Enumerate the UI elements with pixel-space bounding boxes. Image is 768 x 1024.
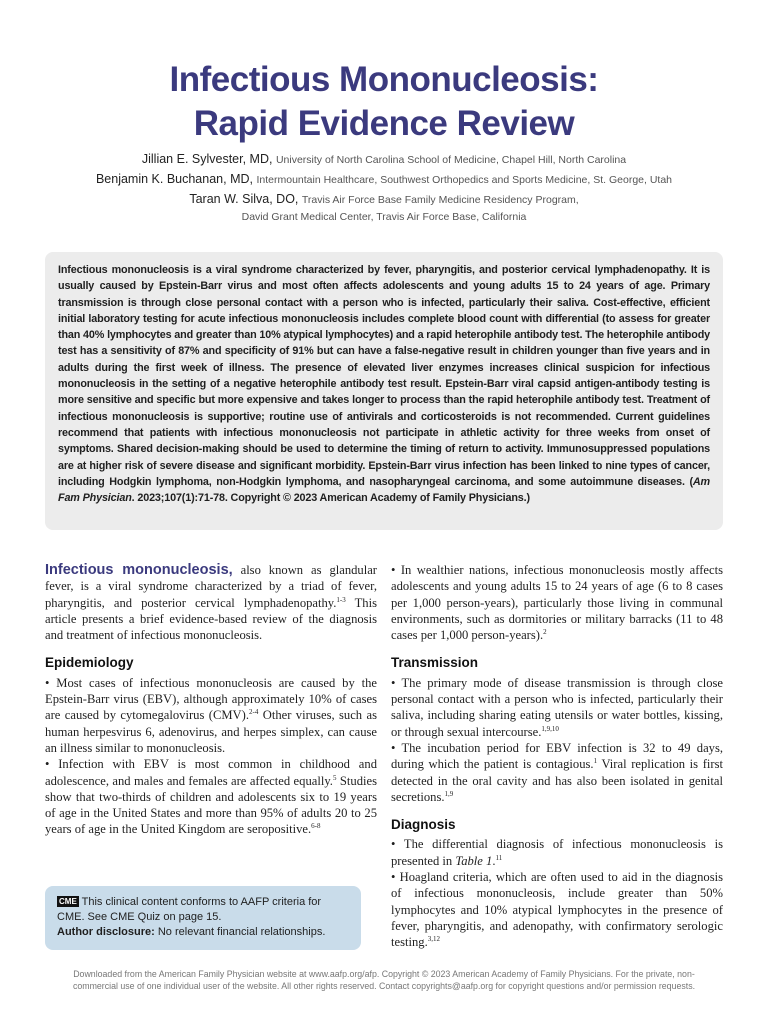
cme-text: This clinical content conforms to AAFP criteria for CME. See CME Quiz on page 15.	[57, 896, 322, 923]
author-3	[0, 190, 768, 210]
right-column	[391, 562, 723, 951]
bullet-text: • In wealthier nations, infectious mononucleosis mostly affects adolescents and young adults 15 to 24 years of age (6 to 8 cases per 1,000 person-years), particularly those living in communal environments, such as dormitories or military barracks (11 to 48 cases per 1,000 person-years).	[391, 563, 723, 643]
reference-marker: 1,9	[444, 789, 454, 798]
reference-marker: 6-8	[311, 822, 321, 831]
footer-line-1: Downloaded from the American Family Physician website at www.aafp.org/afp. Copyright © 2023 American Academy of Family Physicians. For the private, non-	[73, 969, 695, 979]
title-line-2: Rapid Evidence Review	[193, 104, 575, 143]
heading-transmission: Transmission	[391, 655, 479, 671]
bullet-text: • The differential diagnosis of infectious mononucleosis is presented in	[391, 837, 723, 868]
author-list	[0, 150, 768, 225]
heading-diagnosis: Diagnosis	[391, 817, 456, 833]
bullet-text: • Infection with EBV is most common in childhood and adolescence, and males and females are affected equally.	[45, 757, 377, 788]
diagnosis-bullet-1	[391, 836, 723, 869]
intro-text-2: This article presents a brief evidence-based review of the diagnosis and treatment of infectious mononucleosis.	[45, 595, 377, 643]
author-2	[0, 170, 768, 190]
author-1	[0, 150, 768, 170]
footer-line-2: commercial use of one individual user of the website. All other rights reserved. Contact copyrights@aafp.org for copyright questions and/or permission requests.	[72, 981, 696, 991]
epidemiology-bullet-3	[391, 562, 723, 643]
disclosure-text: No relevant financial relationships.	[154, 926, 326, 938]
transmission-bullet-2	[391, 740, 723, 805]
bullet-text: • Most cases of infectious mononucleosis are caused by the Epstein-Barr virus (EBV), although approximately 10% of cases are caused by cytomegalovirus (CMV).	[45, 675, 377, 723]
epidemiology-bullet-2	[45, 756, 377, 837]
cme-statement	[57, 895, 349, 925]
bullet-text: • The primary mode of disease transmission is through close personal contact with a person who is infected, particularly their saliva, including sharing eating utensils or water bottles, kissing, or through sexual intercourse.	[391, 675, 723, 739]
left-column	[45, 562, 377, 838]
author-name: Taran W. Silva, DO,	[189, 192, 299, 206]
intro-paragraph	[45, 562, 377, 643]
copyright-footer	[45, 968, 723, 992]
author-disclosure	[57, 925, 349, 940]
abstract-citation: . 2023;107(1):71-78. Copyright © 2023 American Academy of Family Physicians.)	[131, 492, 530, 505]
author-affiliation: Travis Air Force Base Family Medicine Residency Program,	[301, 194, 579, 206]
bullet-text: • The incubation period for EBV infection is 32 to 49 days, during which the patient is contagious.	[391, 740, 723, 772]
heading-epidemiology: Epidemiology	[45, 655, 134, 671]
reference-marker: 2-4	[248, 708, 259, 717]
bullet-text-cont: Studies show that two-thirds of children and adolescents six to 19 years of age in the United States and more than 95% of adults 20 to 25 years of age in the United Kingdom are seropositive.	[45, 773, 377, 837]
author-affiliation-continued: David Grant Medical Center, Travis Air Force Base, California	[241, 211, 527, 223]
reference-marker: 3,12	[427, 935, 440, 944]
reference-marker: 1-3	[336, 595, 346, 604]
reference-marker: 5	[332, 773, 337, 782]
bullet-text-cont: Other viruses, such as human herpesvirus 6, adenovirus, and herpes simplex, can cause an illness similar to mononucleosis.	[45, 708, 377, 755]
intro-text: also known as glandular fever, is a viral syndrome characterized by a triad of fever, pharyngitis, and posterior cervical lymphadenopathy.	[45, 563, 377, 610]
reference-marker: 1	[593, 757, 598, 766]
bullet-text-cont: Viral replication is first detected in the oral cavity and has also been isolated in genital secretions.	[391, 757, 723, 804]
title-line-1: Infectious Mononucleosis:	[169, 60, 599, 99]
reference-marker: 2	[543, 628, 547, 636]
abstract-text: Infectious mononucleosis is a viral syndrome characterized by fever, pharyngitis, and posterior cervical lymphadenopathy. It is usually caused by Epstein-Barr virus and most often affects adolescents and young adults 15 to 24 years of age. Primary transmission is through close personal contact with a person who is infected, particularly their saliva. Cost-effective, efficient initial laboratory testing for acute infectious mononucleosis includes complete blood count with differential (to assess for greater than 40% lymphocytes and greater than 10% atypical lymphocytes) and a rapid heterophile antibody test. The heterophile antibody test has a sensitivity of 87% and specificity of 91% but can have a false-negative result in children younger than five years and in adults during the first week of illness. The presence of elevated liver enzymes increases clinical suspicion for infectious mononucleosis in the setting of a negative heterophile antibody test result. Epstein-Barr viral capsid antigen-antibody testing is more sensitive and specific but more expensive and takes longer to process than the rapid heterophile antibody test. Treatment of infectious mononucleosis is supportive; routine use of antivirals and corticosteroids is not recommended. Current guidelines recommend that patients with infectious mononucleosis not participate in athletic activity for three weeks from onset of symptoms. Shared decision-making should be used to determine the timing of return to activity. Immunosuppressed populations are at higher risk of severe disease and significant morbidity. Epstein-Barr virus infection has been linked to nine types of cancer, including Hodgkin lymphoma, non-Hodgkin lymphoma, and nasopharyngeal carcinoma, and some autoimmune diseases. (	[58, 264, 710, 488]
article-title	[0, 58, 768, 146]
cme-badge: CME	[59, 897, 77, 906]
transmission-bullet-1	[391, 675, 723, 740]
lead-term: Infectious mononucleosis,	[45, 562, 233, 578]
author-affiliation: University of North Carolina School of Medicine, Chapel Hill, North Carolina	[275, 154, 627, 166]
epidemiology-bullet-1	[45, 675, 377, 756]
journal-name: Am Fam Physician	[58, 475, 710, 505]
author-name: Benjamin K. Buchanan, MD,	[95, 172, 253, 186]
reference-marker: 11	[495, 853, 503, 862]
diagnosis-bullet-2	[391, 869, 723, 950]
reference-marker: 1,9,10	[541, 724, 559, 733]
disclosure-label: Author disclosure:	[57, 926, 155, 938]
author-name: Jillian E. Sylvester, MD,	[141, 152, 273, 166]
table-reference-link[interactable]: Table 1	[455, 853, 493, 868]
cme-notice-box	[45, 886, 361, 950]
abstract-box	[45, 252, 723, 530]
author-affiliation: Intermountain Healthcare, Southwest Orthopedics and Sports Medicine, St. George, Utah	[256, 174, 673, 186]
bullet-text: • Hoagland criteria, which are often used to aid in the diagnosis of infectious mononucleosis, include greater than 50% lymphocytes and 10% atypical lymphocytes in the presence of fever, pharyngitis, and adenopathy, with confirmatory serologic testing.	[391, 870, 723, 950]
bullet-text-end: .	[492, 853, 496, 868]
